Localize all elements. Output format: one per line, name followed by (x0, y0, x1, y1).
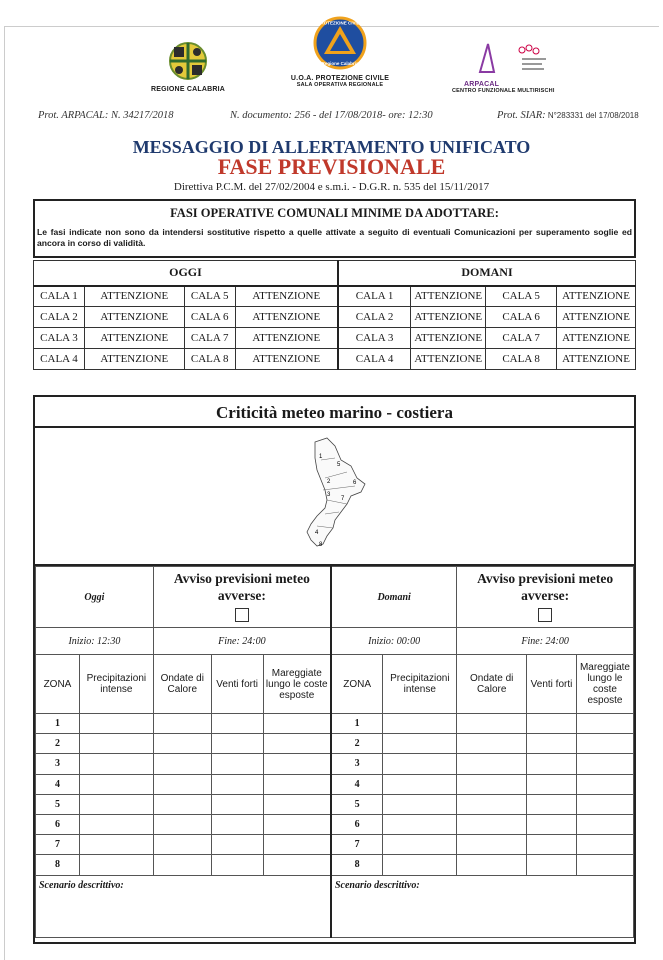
zone-value-cell[interactable] (457, 734, 527, 754)
zone-value-cell[interactable] (153, 774, 211, 794)
zone-value-cell[interactable] (576, 734, 633, 754)
zone-value-cell[interactable] (576, 835, 633, 855)
zone-value-cell[interactable] (383, 774, 457, 794)
zone-value-cell[interactable] (211, 794, 263, 814)
table-row (34, 349, 636, 370)
zone-number: 1 (36, 714, 80, 734)
phase-cell: ATTENZIONE (557, 286, 636, 307)
zone-cell: CALA 7 (486, 328, 557, 349)
zone-value-cell[interactable] (153, 855, 211, 875)
zone-value-cell[interactable] (79, 794, 153, 814)
zone-cell: CALA 2 (338, 307, 411, 328)
zone-value-cell[interactable] (153, 794, 211, 814)
col-venti: Venti forti (211, 655, 263, 714)
zone-number: 1 (331, 714, 383, 734)
zone-value-cell[interactable] (527, 754, 577, 774)
zone-cell: CALA 6 (184, 307, 235, 328)
zone-value-cell[interactable] (263, 814, 331, 834)
avviso-oggi-checkbox[interactable] (235, 608, 249, 622)
zone-value-cell[interactable] (211, 754, 263, 774)
col-prec: Precipitazioni intense (79, 655, 153, 714)
fine-domani: Fine: 24:00 (457, 628, 634, 655)
zone-value-cell[interactable] (576, 855, 633, 875)
col-ond: Ondate di Calore (457, 655, 527, 714)
phase-cell: ATTENZIONE (411, 286, 486, 307)
zone-value-cell[interactable] (263, 734, 331, 754)
phase-cell: ATTENZIONE (84, 349, 184, 370)
zone-value-cell[interactable] (263, 794, 331, 814)
phases-box (33, 199, 636, 258)
map-label: 2 (327, 479, 331, 485)
zone-value-cell[interactable] (527, 794, 577, 814)
zone-number: 8 (36, 855, 80, 875)
zone-value-cell[interactable] (527, 814, 577, 834)
phase-cell: ATTENZIONE (235, 307, 338, 328)
zone-value-cell[interactable] (457, 754, 527, 774)
zone-value-cell[interactable] (527, 734, 577, 754)
zone-cell: CALA 3 (338, 328, 411, 349)
domani-label: Domani (331, 567, 457, 628)
zone-value-cell[interactable] (457, 855, 527, 875)
table-row (36, 754, 634, 774)
zone-value-cell[interactable] (457, 714, 527, 734)
zone-value-cell[interactable] (153, 835, 211, 855)
regione-calabria-emblem-icon (168, 41, 208, 81)
zone-number: 3 (36, 754, 80, 774)
zone-cell: CALA 1 (338, 286, 411, 307)
oggi-label: Oggi (36, 567, 154, 628)
zone-number: 6 (331, 814, 383, 834)
col-mar: Mareggiate lungo le coste esposte (263, 655, 331, 714)
inizio-oggi: Inizio: 12:30 (36, 628, 154, 655)
document-number: N. documento: 256 - del 17/08/2018- ore: 12:30 (230, 110, 433, 121)
zone-cell: CALA 5 (184, 286, 235, 307)
col-ond: Ondate di Calore (153, 655, 211, 714)
regione-calabria-logo (148, 41, 228, 93)
logo-right-caption: ARPACAL (464, 81, 500, 88)
map-label: 4 (315, 530, 319, 536)
zone-value-cell[interactable] (383, 814, 457, 834)
zone-value-cell[interactable] (383, 835, 457, 855)
map-area (35, 428, 634, 566)
meteo-section (33, 395, 636, 944)
badge-text-bottom: Regione Calabria (321, 61, 359, 66)
zone-value-cell[interactable] (153, 714, 211, 734)
phase-cell: ATTENZIONE (235, 286, 338, 307)
zone-value-cell[interactable] (576, 774, 633, 794)
arpacal-logo (452, 42, 562, 94)
zone-number: 4 (331, 774, 383, 794)
zone-value-cell[interactable] (263, 835, 331, 855)
zone-value-cell[interactable] (211, 714, 263, 734)
zone-cell: CALA 6 (486, 307, 557, 328)
avviso-oggi (153, 567, 331, 628)
phases-heading: FASI OPERATIVE COMUNALI MINIME DA ADOTTARE: (170, 206, 499, 220)
zone-value-cell[interactable] (527, 855, 577, 875)
map-label: 7 (341, 496, 345, 502)
zone-value-cell[interactable] (527, 774, 577, 794)
zone-value-cell[interactable] (79, 714, 153, 734)
phases-note: Le fasi indicate non sono da intendersi sostitutive rispetto a quelle attivate a seguito di eventuali Comunicazioni per superamento soglie ed ancora in corso di validità. (37, 227, 632, 248)
zone-number: 4 (36, 774, 80, 794)
zone-value-cell[interactable] (457, 774, 527, 794)
phase-cell: ATTENZIONE (411, 307, 486, 328)
zone-value-cell[interactable] (211, 835, 263, 855)
zone-cell: CALA 5 (486, 286, 557, 307)
zone-value-cell[interactable] (211, 814, 263, 834)
zone-value-cell[interactable] (457, 835, 527, 855)
col-zona: ZONA (331, 655, 383, 714)
zone-cell: CALA 7 (184, 328, 235, 349)
zone-value-cell[interactable] (383, 734, 457, 754)
zone-value-cell[interactable] (263, 855, 331, 875)
zone-value-cell[interactable] (263, 774, 331, 794)
table-row (36, 855, 634, 875)
zone-value-cell[interactable] (527, 714, 577, 734)
phases-oggi-header: OGGI (34, 261, 338, 286)
prot-arpacal: Prot. ARPACAL: N. 34217/2018 (38, 110, 174, 121)
title-main: MESSAGGIO DI ALLERTAMENTO UNIFICATO (132, 137, 531, 157)
badge-text-top: PROTEZIONE CIVILE (317, 20, 363, 26)
inizio-domani: Inizio: 00:00 (331, 628, 457, 655)
zone-value-cell[interactable] (263, 754, 331, 774)
avviso-oggi-label: Avviso previsioni meteo avverse: (173, 570, 310, 603)
zone-value-cell[interactable] (527, 835, 577, 855)
map-label: 3 (327, 492, 331, 498)
phase-cell: ATTENZIONE (411, 349, 486, 370)
prot-siar-value: N°283331 del 17/08/2018 (545, 111, 639, 120)
zone-value-cell[interactable] (153, 814, 211, 834)
logo-right-sub: CENTRO FUNZIONALE MULTIRISCHI (452, 88, 555, 94)
table-row (34, 286, 636, 307)
scenario-oggi[interactable]: Scenario descrittivo: (36, 875, 331, 937)
header-logos (0, 20, 663, 98)
zone-value-cell[interactable] (576, 814, 633, 834)
table-row (34, 307, 636, 328)
table-row (36, 774, 634, 794)
avviso-domani-label: Avviso previsioni meteo avverse: (477, 570, 614, 603)
zone-cell: CALA 8 (486, 349, 557, 370)
logo-center-line1: U.O.A. PROTEZIONE CIVILE (290, 75, 390, 82)
prot-siar-label: Prot. SIAR: (497, 110, 546, 121)
col-zona: ZONA (36, 655, 80, 714)
table-row (36, 794, 634, 814)
col-venti: Venti forti (527, 655, 577, 714)
zone-value-cell[interactable] (263, 714, 331, 734)
zone-value-cell[interactable] (383, 714, 457, 734)
col-mar: Mareggiate lungo le coste esposte (576, 655, 633, 714)
zone-value-cell[interactable] (79, 855, 153, 875)
map-label: 6 (353, 480, 357, 486)
protezione-civile-emblem-icon (313, 16, 367, 70)
fine-oggi: Fine: 24:00 (153, 628, 331, 655)
col-prec: Precipitazioni intense (383, 655, 457, 714)
logo-center-line2: SALA OPERATIVA REGIONALE (296, 82, 384, 88)
map-label: 1 (319, 454, 323, 460)
zone-value-cell[interactable] (79, 774, 153, 794)
table-row (34, 328, 636, 349)
zone-cell: CALA 4 (338, 349, 411, 370)
directive-line: Direttiva P.C.M. del 27/02/2004 e s.m.i. - D.G.R. n. 535 del 15/11/2017 (173, 181, 490, 193)
title-phase: FASE PREVISIONALE (217, 154, 446, 179)
zone-number: 6 (36, 814, 80, 834)
phase-cell: ATTENZIONE (84, 307, 184, 328)
zone-number: 8 (331, 855, 383, 875)
phases-domani-header: DOMANI (338, 261, 636, 286)
zone-value-cell[interactable] (383, 754, 457, 774)
phase-cell: ATTENZIONE (235, 349, 338, 370)
zone-value-cell[interactable] (79, 734, 153, 754)
table-row (36, 714, 634, 734)
avviso-domani-checkbox[interactable] (538, 608, 552, 622)
table-row (36, 734, 634, 754)
zone-value-cell[interactable] (457, 794, 527, 814)
zone-number: 5 (331, 794, 383, 814)
calabria-map-icon (35, 428, 634, 566)
prot-siar (497, 110, 639, 121)
zone-value-cell[interactable] (79, 835, 153, 855)
avviso-domani (457, 567, 634, 628)
arpacal-emblem-icon (462, 42, 552, 76)
zone-number: 3 (331, 754, 383, 774)
zone-value-cell[interactable] (79, 814, 153, 834)
zone-value-cell[interactable] (211, 774, 263, 794)
zone-number: 2 (331, 734, 383, 754)
phase-cell: ATTENZIONE (557, 349, 636, 370)
zone-rows (36, 714, 634, 876)
meteo-table (35, 566, 634, 938)
zone-cell: CALA 4 (34, 349, 85, 370)
zone-number: 7 (36, 835, 80, 855)
table-row (36, 814, 634, 834)
phase-cell: ATTENZIONE (84, 328, 184, 349)
zone-cell: CALA 1 (34, 286, 85, 307)
meteo-title: Criticità meteo marino - costiera (35, 397, 634, 428)
map-label: 5 (337, 462, 341, 468)
zone-number: 2 (36, 734, 80, 754)
zone-value-cell[interactable] (576, 714, 633, 734)
protezione-civile-logo (272, 16, 408, 88)
zone-value-cell[interactable] (576, 754, 633, 774)
zone-value-cell[interactable] (211, 855, 263, 875)
zone-number: 7 (331, 835, 383, 855)
phase-cell: ATTENZIONE (557, 328, 636, 349)
zone-value-cell[interactable] (576, 794, 633, 814)
map-label: 8 (319, 542, 323, 548)
zone-number: 5 (36, 794, 80, 814)
phase-cell: ATTENZIONE (235, 328, 338, 349)
zone-value-cell[interactable] (153, 754, 211, 774)
phases-table (33, 260, 636, 370)
phase-cell: ATTENZIONE (411, 328, 486, 349)
scenario-domani[interactable]: Scenario descrittivo: (331, 875, 634, 937)
zone-value-cell[interactable] (383, 855, 457, 875)
zone-value-cell[interactable] (383, 794, 457, 814)
table-row (36, 835, 634, 855)
zone-cell: CALA 3 (34, 328, 85, 349)
phase-cell: ATTENZIONE (84, 286, 184, 307)
zone-value-cell[interactable] (79, 754, 153, 774)
zone-value-cell[interactable] (211, 734, 263, 754)
zone-cell: CALA 2 (34, 307, 85, 328)
zone-value-cell[interactable] (457, 814, 527, 834)
phase-cell: ATTENZIONE (557, 307, 636, 328)
logo-left-caption: REGIONE CALABRIA (151, 86, 225, 93)
zone-cell: CALA 8 (184, 349, 235, 370)
zone-value-cell[interactable] (153, 734, 211, 754)
